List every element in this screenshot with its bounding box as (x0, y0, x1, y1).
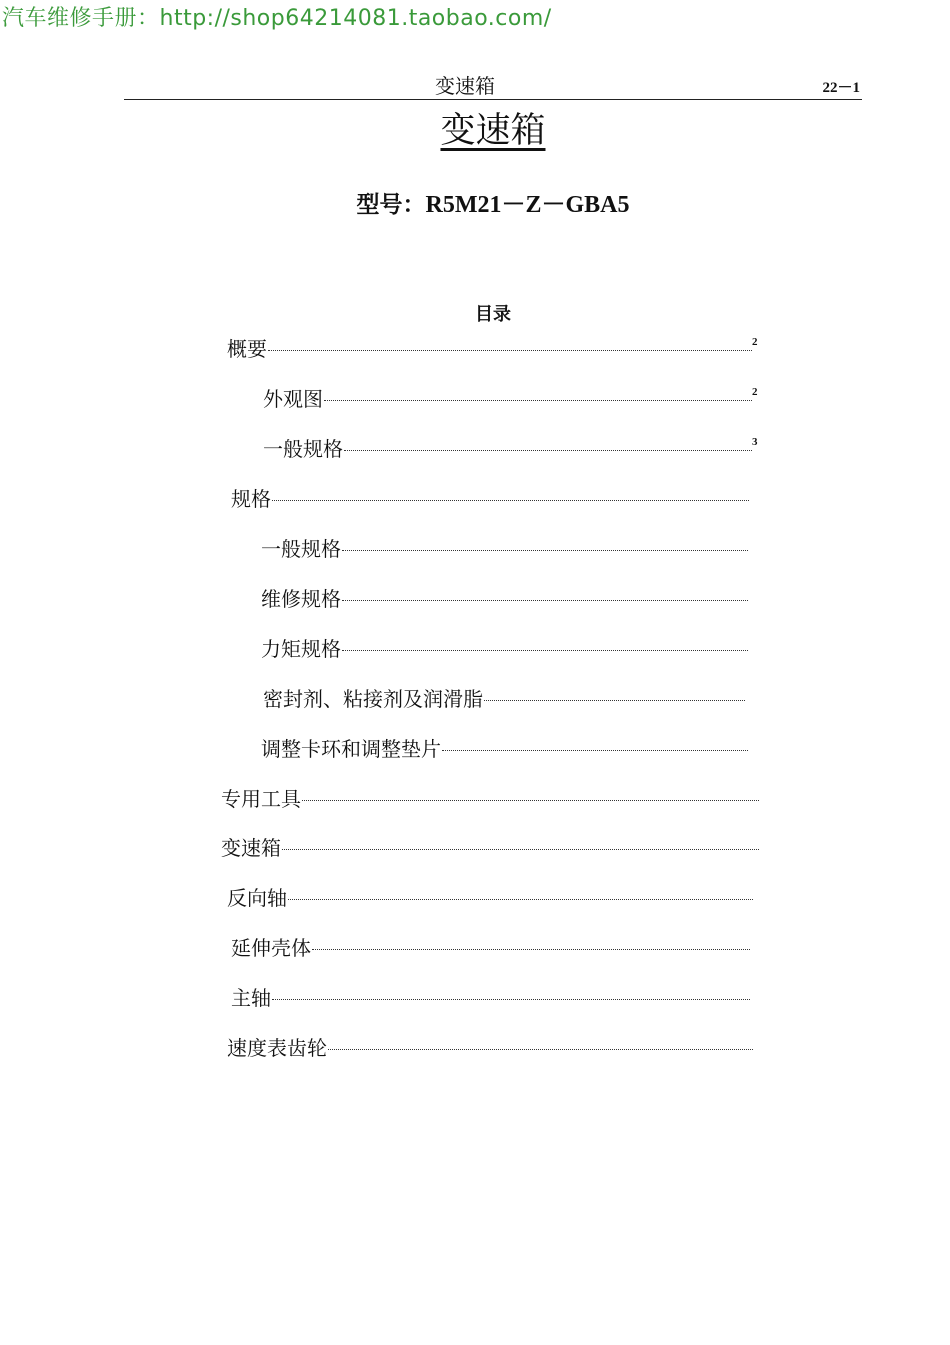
watermark-text: 汽车维修手册：http://shop64214081.taobao.com/ (2, 6, 552, 31)
header-rule (124, 99, 862, 100)
page-number: 22－1 (822, 80, 860, 96)
toc-leader-dots (272, 999, 750, 1000)
toc-entry-label: 概要 (227, 337, 267, 361)
toc-entry-page: 2 (752, 336, 758, 348)
toc-leader-dots (302, 800, 759, 801)
toc-leader-dots (324, 400, 752, 401)
toc-entry[interactable] (263, 684, 753, 714)
toc-entry-label: 反向轴 (227, 886, 287, 910)
toc-entry-page: 2 (752, 386, 758, 398)
toc-entry-label: 外观图 (263, 387, 323, 411)
toc-heading: 目录 (475, 304, 511, 325)
toc-leader-dots (342, 650, 748, 651)
toc-entry-label: 规格 (231, 487, 271, 511)
toc-entry-label: 速度表齿轮 (227, 1036, 327, 1060)
toc-entry-label: 专用工具 (221, 787, 301, 811)
toc-leader-dots (272, 500, 749, 501)
running-header-title: 变速箱 (435, 74, 495, 98)
toc-leader-dots (328, 1049, 753, 1050)
toc-entry-label: 一般规格 (263, 437, 343, 461)
toc-entry[interactable] (261, 634, 756, 664)
toc-entry[interactable] (263, 434, 760, 464)
toc-entry[interactable] (227, 883, 761, 913)
toc-entry[interactable] (227, 1033, 761, 1063)
toc-leader-dots (344, 450, 752, 451)
toc-leader-dots (342, 600, 748, 601)
toc-leader-dots (288, 899, 753, 900)
model-value: R5M21－Z－GBA5 (425, 192, 630, 218)
toc-entry-page: 3 (752, 436, 758, 448)
toc-entry[interactable] (261, 534, 756, 564)
toc-entry[interactable] (231, 933, 758, 963)
model-line (0, 184, 950, 219)
toc-entry[interactable] (221, 833, 767, 863)
toc-leader-dots (312, 949, 750, 950)
toc-entry[interactable] (261, 734, 756, 764)
document-title: 变速箱 (440, 111, 546, 151)
toc-leader-dots (484, 700, 745, 701)
toc-entry-label: 一般规格 (261, 537, 341, 561)
toc-entry-label: 密封剂、粘接剂及润滑脂 (263, 687, 483, 711)
toc-entry[interactable] (263, 384, 760, 414)
toc-entry[interactable] (231, 484, 757, 514)
toc-entry-label: 延伸壳体 (231, 936, 311, 960)
toc-entry-label: 维修规格 (261, 587, 341, 611)
toc-leader-dots (282, 849, 759, 850)
toc-entry-label: 调整卡环和调整垫片 (261, 737, 441, 761)
toc-leader-dots (268, 350, 752, 351)
toc-entry[interactable] (261, 584, 756, 614)
toc-entry-label: 变速箱 (221, 836, 281, 860)
toc-entry-label: 主轴 (231, 986, 271, 1010)
toc-leader-dots (342, 550, 748, 551)
toc-entry[interactable] (227, 334, 760, 364)
model-label: 型号： (356, 192, 426, 218)
toc-leader-dots (442, 750, 748, 751)
toc-entry[interactable] (231, 983, 758, 1013)
toc-entry[interactable] (221, 784, 767, 814)
toc-entry-label: 力矩规格 (261, 637, 341, 661)
